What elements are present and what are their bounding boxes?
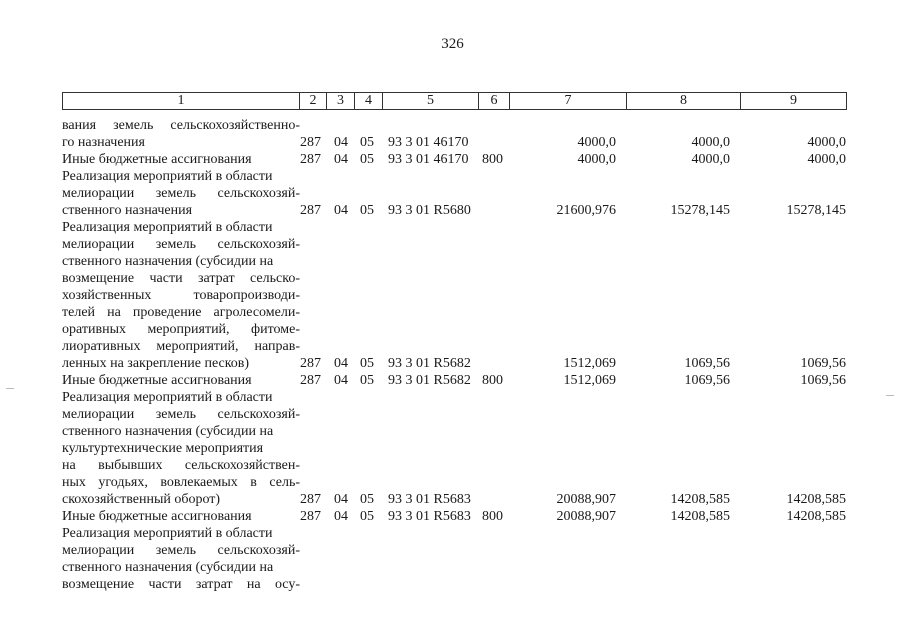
cell-c3: 04 bbox=[334, 356, 348, 371]
row-name-text: ственного назначения (субсидии на bbox=[62, 254, 274, 269]
scan-mark bbox=[6, 388, 14, 389]
cell-c2: 287 bbox=[300, 152, 321, 167]
row-name-text: Иные бюджетные ассигнования bbox=[62, 373, 252, 388]
cell-c4: 05 bbox=[360, 152, 374, 167]
cell-c2: 287 bbox=[300, 373, 321, 388]
row-name-text: Реализация мероприятий в области bbox=[62, 390, 273, 405]
cell-c8: 1069,56 bbox=[684, 356, 730, 371]
cell-c8: 4000,0 bbox=[691, 135, 730, 150]
col-header-1: 1 bbox=[63, 93, 300, 110]
row-name-text: Реализация мероприятий в области bbox=[62, 220, 273, 235]
cell-c3: 04 bbox=[334, 203, 348, 218]
row-name-text: лиоративных мероприятий, направ- bbox=[62, 339, 300, 354]
col-header-6: 6 bbox=[479, 93, 510, 110]
col-header-9: 9 bbox=[741, 93, 847, 110]
cell-c8: 1069,56 bbox=[684, 373, 730, 388]
cell-c5: 93 3 01 46170 bbox=[388, 135, 469, 150]
cell-c2: 287 bbox=[300, 135, 321, 150]
row-name-text: Реализация мероприятий в области bbox=[62, 169, 273, 184]
row-name-text: мелиорации земель сельскохозяй- bbox=[62, 186, 300, 201]
cell-c6: 800 bbox=[482, 373, 503, 388]
cell-c7: 20088,907 bbox=[556, 492, 616, 507]
row-name-text: ных угодьях, вовлекаемых в сель- bbox=[62, 475, 300, 490]
cell-c2: 287 bbox=[300, 203, 321, 218]
row-name-text: возмещение части затрат сельско- bbox=[62, 271, 300, 286]
row-name-text: ственного назначения (субсидии на bbox=[62, 560, 274, 575]
col-header-8: 8 bbox=[627, 93, 741, 110]
scan-mark bbox=[886, 395, 894, 396]
row-name-text: го назначения bbox=[62, 135, 145, 150]
cell-c4: 05 bbox=[360, 356, 374, 371]
cell-c7: 1512,069 bbox=[563, 356, 616, 371]
cell-c8: 4000,0 bbox=[691, 152, 730, 167]
cell-c2: 287 bbox=[300, 356, 321, 371]
cell-c4: 05 bbox=[360, 203, 374, 218]
cell-c9: 14208,585 bbox=[786, 492, 846, 507]
row-name-text: мелиорации земель сельскохозяй- bbox=[62, 407, 300, 422]
cell-c2: 287 bbox=[300, 492, 321, 507]
cell-c5: 93 3 01 46170 bbox=[388, 152, 469, 167]
row-name-text: культуртехнические мероприятия bbox=[62, 441, 264, 456]
row-name-text: мелиорации земель сельскохозяй- bbox=[62, 237, 300, 252]
cell-c8: 14208,585 bbox=[670, 509, 730, 524]
cell-c5: 93 3 01 R5682 bbox=[388, 373, 471, 388]
row-name-text: вания земель сельскохозяйственно- bbox=[62, 118, 300, 133]
col-header-5: 5 bbox=[383, 93, 479, 110]
row-name-text: Иные бюджетные ассигнования bbox=[62, 509, 252, 524]
col-header-7: 7 bbox=[510, 93, 627, 110]
row-name-text: Иные бюджетные ассигнования bbox=[62, 152, 252, 167]
cell-c6: 800 bbox=[482, 152, 503, 167]
column-header-row bbox=[62, 92, 847, 110]
cell-c9: 4000,0 bbox=[807, 135, 846, 150]
col-header-3: 3 bbox=[327, 93, 355, 110]
cell-c9: 14208,585 bbox=[786, 509, 846, 524]
cell-c9: 1069,56 bbox=[800, 373, 846, 388]
cell-c9: 15278,145 bbox=[786, 203, 846, 218]
cell-c4: 05 bbox=[360, 135, 374, 150]
row-name-text: телей на проведение агролесомели- bbox=[62, 305, 300, 320]
cell-c7: 4000,0 bbox=[577, 152, 616, 167]
row-name-text: возмещение части затрат на осу- bbox=[62, 577, 300, 592]
row-name-text: хозяйственных товаропроизводи- bbox=[62, 288, 300, 303]
row-name-text: мелиорации земель сельскохозяй- bbox=[62, 543, 300, 558]
row-name-text: ленных на закрепление песков) bbox=[62, 356, 250, 371]
cell-c4: 05 bbox=[360, 492, 374, 507]
cell-c6: 800 bbox=[482, 509, 503, 524]
row-name-text: Реализация мероприятий в области bbox=[62, 526, 273, 541]
col-header-2: 2 bbox=[300, 93, 327, 110]
cell-c9: 1069,56 bbox=[800, 356, 846, 371]
cell-c5: 93 3 01 R5682 bbox=[388, 356, 471, 371]
cell-c9: 4000,0 bbox=[807, 152, 846, 167]
cell-c3: 04 bbox=[334, 509, 348, 524]
cell-c3: 04 bbox=[334, 492, 348, 507]
cell-c7: 21600,976 bbox=[556, 203, 616, 218]
cell-c2: 287 bbox=[300, 509, 321, 524]
cell-c8: 15278,145 bbox=[670, 203, 730, 218]
page-number: 326 bbox=[441, 36, 464, 52]
cell-c4: 05 bbox=[360, 373, 374, 388]
row-name-text: скохозяйственный оборот) bbox=[62, 492, 221, 507]
row-name-text: на выбывших сельскохозяйствен- bbox=[62, 458, 300, 473]
row-name-text: ственного назначения bbox=[62, 203, 193, 218]
cell-c7: 20088,907 bbox=[556, 509, 616, 524]
cell-c7: 4000,0 bbox=[577, 135, 616, 150]
row-name-text: оративных мероприятий, фитоме- bbox=[62, 322, 300, 337]
cell-c8: 14208,585 bbox=[670, 492, 730, 507]
cell-c3: 04 bbox=[334, 373, 348, 388]
cell-c5: 93 3 01 R5680 bbox=[388, 203, 471, 218]
cell-c5: 93 3 01 R5683 bbox=[388, 509, 471, 524]
col-header-4: 4 bbox=[355, 93, 383, 110]
cell-c3: 04 bbox=[334, 135, 348, 150]
cell-c5: 93 3 01 R5683 bbox=[388, 492, 471, 507]
cell-c7: 1512,069 bbox=[563, 373, 616, 388]
cell-c4: 05 bbox=[360, 509, 374, 524]
cell-c3: 04 bbox=[334, 152, 348, 167]
row-name-text: ственного назначения (субсидии на bbox=[62, 424, 274, 439]
